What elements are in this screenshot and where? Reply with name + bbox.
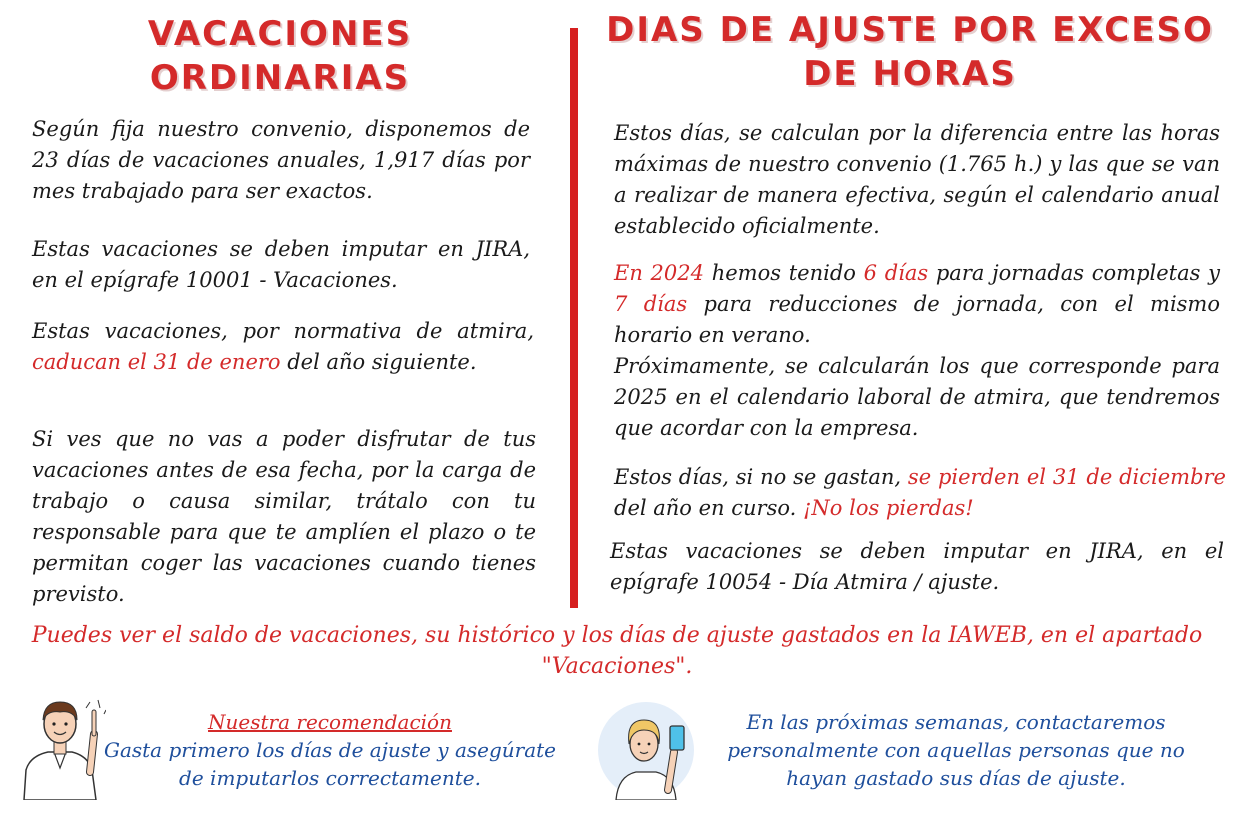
right-paragraph-1: Estos días, se calculan por la diferencia entre las horas máximas de nuestro convenio (1.765 h.) y las que se van a realizar de manera efectiva, según el calendario anual establecido oficialmente.: [614, 121, 1220, 238]
left-p3-text-b: del año siguiente.: [280, 350, 477, 374]
right-p2-days-full: 6 días: [863, 261, 929, 285]
column-divider: [570, 28, 578, 608]
right-paragraph-3: [614, 462, 1226, 524]
right-section-title: DIAS DE AJUSTE POR EXCESO DE HORAS: [606, 10, 1214, 94]
right-p2-year: En 2024: [614, 261, 705, 285]
right-p2-text-b: para jornadas completas y: [928, 261, 1220, 285]
left-section-title: VACACIONES ORDINARIAS: [147, 14, 413, 98]
footer-note: Puedes ver el saldo de vacaciones, su histórico y los días de ajuste gastados en la IAWEB, en el apartado "Vacaciones".: [31, 623, 1203, 679]
right-paragraph-2: [614, 258, 1220, 444]
recommendation-text: Gasta primero los días de ajuste y asegúrate de imputarlos correctamente.: [103, 738, 557, 790]
right-p3-text-a: Estos días, si no se gastan,: [614, 465, 908, 489]
right-p3-warning: ¡No los pierdas!: [802, 496, 974, 520]
left-p3-highlight: caducan el 31 de enero: [32, 350, 281, 374]
left-paragraph-4: Si ves que no vas a poder disfrutar de tus vacaciones antes de esa fecha, por la carga de trabajo o causa similar, trátalo con tu responsable para que te amplíen el plazo o te permitan coger las vacaciones cuando tienes previsto.: [32, 427, 536, 606]
right-p2-text-d: Próximamente, se calcularán los que corresponde para 2025 en el calendario laboral de atmira, que tendremos que acordar con la empresa.: [614, 354, 1220, 440]
left-paragraph-1: Según fija nuestro convenio, disponemos de 23 días de vacaciones anuales, 1,917 días por mes trabajado para ser exactos.: [32, 117, 530, 203]
man-pointing-illustration: [14, 690, 106, 800]
left-paragraph-2: Estas vacaciones se deben imputar en JIRA, en el epígrafe 10001 - Vacaciones.: [32, 237, 530, 292]
contact-note: En las próximas semanas, contactaremos personalmente con aquellas personas que no hayan gastado sus días de ajuste.: [727, 710, 1185, 790]
recommendation-title: Nuestra recomendación: [208, 710, 452, 734]
right-p2-text-c: para reducciones de jornada, con el mismo horario en verano.: [614, 292, 1220, 347]
woman-phone-illustration: [596, 700, 696, 800]
left-paragraph-3: [32, 316, 534, 378]
right-p2-days-reduced: 7 días: [614, 292, 688, 316]
right-p2-text-a: hemos tenido: [704, 261, 864, 285]
right-p3-text-b: del año en curso.: [614, 496, 803, 520]
recommendation-block: [100, 708, 560, 792]
right-paragraph-4: Estas vacaciones se deben imputar en JIRA, en el epígrafe 10054 - Día Atmira / ajuste.: [610, 539, 1224, 594]
left-p3-text-a: Estas vacaciones, por normativa de atmira,: [32, 319, 534, 343]
right-p3-highlight: se pierden el 31 de diciembre: [907, 465, 1226, 489]
